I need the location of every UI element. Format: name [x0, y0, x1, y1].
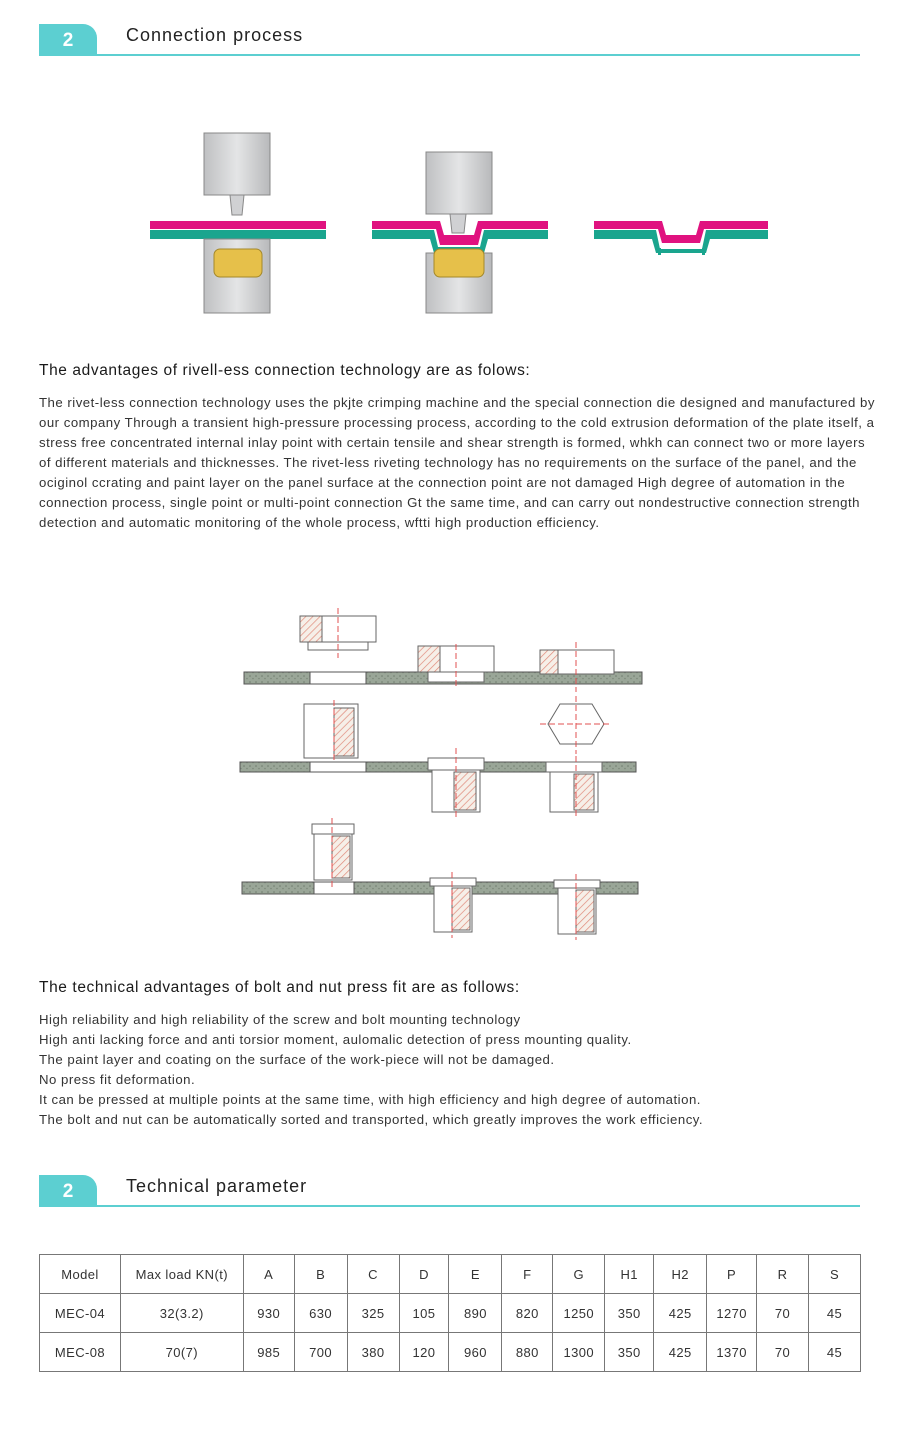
advantages-heading-rivetless: The advantages of rivell-ess connection technology are as folows:: [39, 362, 531, 379]
table-cell: 630: [294, 1294, 347, 1333]
table-cell: MEC-08: [40, 1333, 121, 1372]
section-number-badge: 2: [39, 1175, 97, 1207]
table-cell: 70: [757, 1294, 809, 1333]
press-fit-row-1: [244, 608, 642, 692]
table-cell: 960: [449, 1333, 502, 1372]
table-cell: 700: [294, 1333, 347, 1372]
table-cell: 820: [502, 1294, 553, 1333]
table-header-cell: A: [243, 1255, 294, 1294]
list-item: It can be pressed at multiple points at the same time, with high efficiency and high degree of automation.: [39, 1092, 701, 1107]
press-fit-row-3: [242, 818, 638, 940]
press-fit-advantages-list: [39, 1010, 703, 1130]
list-item: No press fit deformation.: [39, 1072, 196, 1087]
advantages-heading-press-fit: The technical advantages of bolt and nut press fit are as follows:: [39, 979, 520, 996]
table-header-cell: D: [399, 1255, 449, 1294]
table-cell: 930: [243, 1294, 294, 1333]
table-cell: 105: [399, 1294, 449, 1333]
section-title: Technical parameter: [126, 1176, 308, 1196]
connection-process-diagram: [140, 125, 780, 315]
table-cell: 120: [399, 1333, 449, 1372]
table-header-cell: F: [502, 1255, 553, 1294]
technical-parameter-table: [39, 1254, 861, 1372]
list-item: The paint layer and coating on the surface of the work-piece will not be damaged.: [39, 1052, 555, 1067]
table-header-row: [40, 1255, 861, 1294]
table-header-cell: S: [808, 1255, 860, 1294]
table-header-cell: H2: [654, 1255, 707, 1294]
table-row: [40, 1294, 861, 1333]
list-item: High anti lacking force and anti torsior moment, aulomalic detection of press mounting quality.: [39, 1032, 632, 1047]
section-header-technical-parameter: [39, 1175, 860, 1209]
table-cell: 890: [449, 1294, 502, 1333]
table-header-cell: G: [553, 1255, 605, 1294]
table-cell: 45: [808, 1333, 860, 1372]
section-divider: [97, 1205, 860, 1207]
press-fit-diagram: [236, 608, 646, 948]
table-cell: 425: [654, 1333, 707, 1372]
table-cell: 985: [243, 1333, 294, 1372]
advantages-paragraph-rivetless: The rivet-less connection technology uses the pkjte crimping machine and the special connection die designed and manufactured by our company Through a transient high-pressure processing process, according to the cold extrusion deformation of the plate itself, a stress free concentrated internal inlay point with certain tensile and shear strength is formed, whkh can connect two or more layers of different materials and thicknesses. The rivet-less riveting technology has no requirements on the surface of the panel, and the ociginol ccrating and paint layer on the panel surface at the connection point are not damaged High degree of automation in the connection process, single point or multi-point connection Gt the same time, and can carry out nondestructive connection strength detection and automatic monitoring of the whole process, wftti high production efficiency.: [39, 395, 875, 530]
table-cell: 325: [347, 1294, 399, 1333]
table-cell: 880: [502, 1333, 553, 1372]
table-cell: MEC-04: [40, 1294, 121, 1333]
table-cell: 380: [347, 1333, 399, 1372]
section-divider: [97, 54, 860, 56]
section-title: Connection process: [126, 25, 304, 45]
table-header-cell: P: [707, 1255, 757, 1294]
table-cell: 1270: [707, 1294, 757, 1333]
table-row: [40, 1333, 861, 1372]
table-cell: 32(3.2): [120, 1294, 243, 1333]
table-cell: 45: [808, 1294, 860, 1333]
table-header-cell: Max load KN(t): [120, 1255, 243, 1294]
stage-1-before-press: [150, 133, 326, 313]
table-header-cell: E: [449, 1255, 502, 1294]
table-cell: 350: [605, 1333, 654, 1372]
table-cell: 350: [605, 1294, 654, 1333]
section-header-connection-process: [39, 24, 860, 58]
table-header-cell: R: [757, 1255, 809, 1294]
section-number-badge: 2: [39, 24, 97, 56]
list-item: The bolt and nut can be automatically sorted and transported, which greatly improves the work efficiency.: [39, 1112, 704, 1127]
stage-2-pressing: [372, 152, 548, 313]
list-item: High reliability and high reliability of the screw and bolt mounting technology: [39, 1012, 521, 1027]
table-cell: 1250: [553, 1294, 605, 1333]
table-header-cell: H1: [605, 1255, 654, 1294]
stage-3-finished-joint: [594, 221, 768, 255]
press-fit-row-2: [240, 696, 636, 818]
table-cell: 70(7): [120, 1333, 243, 1372]
table-header-cell: Model: [40, 1255, 121, 1294]
table-cell: 70: [757, 1333, 809, 1372]
table-header-cell: C: [347, 1255, 399, 1294]
table-header-cell: B: [294, 1255, 347, 1294]
table-cell: 1370: [707, 1333, 757, 1372]
table-cell: 425: [654, 1294, 707, 1333]
table-cell: 1300: [553, 1333, 605, 1372]
